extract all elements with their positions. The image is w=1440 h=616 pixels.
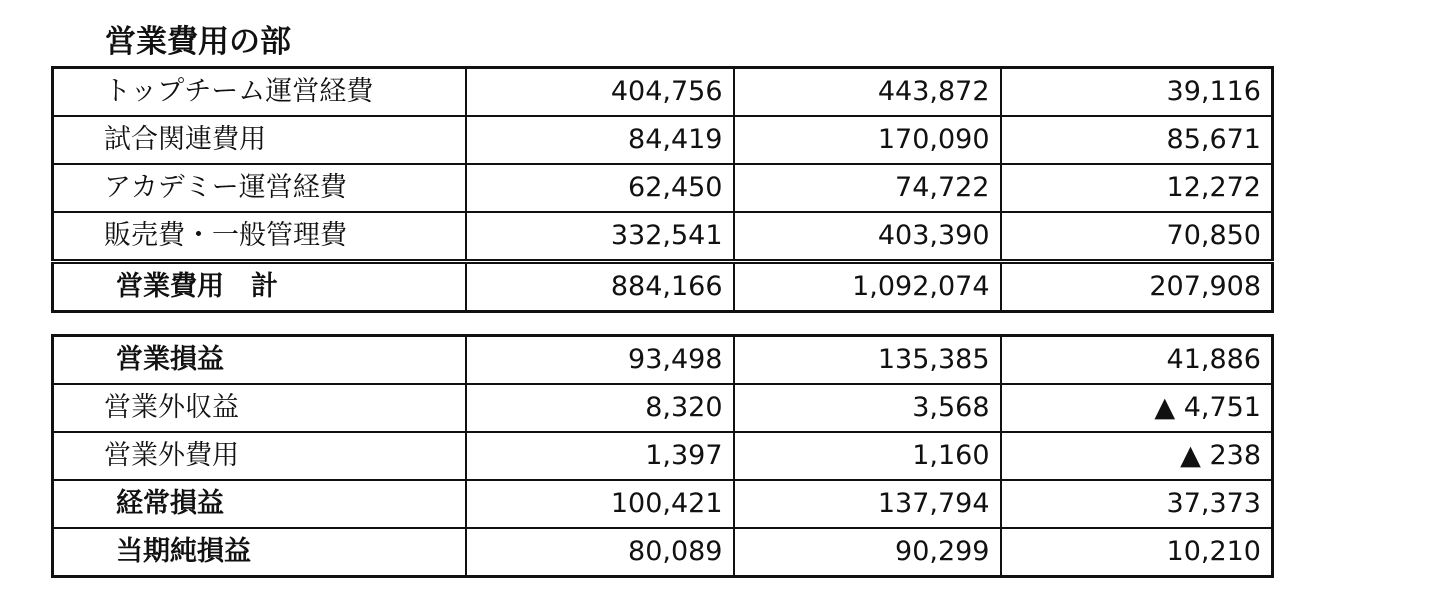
- value-cell: 93,498: [466, 336, 734, 385]
- total-value-cell: 207,908: [1001, 262, 1273, 312]
- value-cell: 70,850: [1001, 212, 1273, 262]
- value-cell: 170,090: [734, 116, 1001, 164]
- row-label: 営業外収益: [53, 384, 466, 432]
- value-cell: 84,419: [466, 116, 734, 164]
- value-cell: 41,886: [1001, 336, 1273, 385]
- value-cell: 39,116: [1001, 68, 1273, 117]
- value-cell: 80,089: [466, 528, 734, 577]
- value-cell: 8,320: [466, 384, 734, 432]
- value-cell: 403,390: [734, 212, 1001, 262]
- value-cell: 3,568: [734, 384, 1001, 432]
- total-row: [53, 262, 1273, 312]
- page-title: 営業費用の部: [105, 24, 291, 60]
- value-cell: 1,160: [734, 432, 1001, 480]
- income-summary-table: [51, 334, 1274, 578]
- value-cell: 443,872: [734, 68, 1001, 117]
- row-label: トップチーム運営経費: [53, 68, 466, 117]
- value-cell: 12,272: [1001, 164, 1273, 212]
- row-label: 営業外費用: [53, 432, 466, 480]
- table-row: [53, 164, 1273, 212]
- value-cell: 332,541: [466, 212, 734, 262]
- total-value-cell: 884,166: [466, 262, 734, 312]
- value-cell: 100,421: [466, 480, 734, 528]
- value-cell: 10,210: [1001, 528, 1273, 577]
- value-cell: 135,385: [734, 336, 1001, 385]
- value-cell: ▲ 238: [1001, 432, 1273, 480]
- table-row: [53, 116, 1273, 164]
- operating-expenses-table: [51, 66, 1274, 313]
- row-label: 経常損益: [53, 480, 466, 528]
- table-row: [53, 68, 1273, 117]
- row-label: 試合関連費用: [53, 116, 466, 164]
- value-cell: 62,450: [466, 164, 734, 212]
- value-cell: 37,373: [1001, 480, 1273, 528]
- table-row: [53, 336, 1273, 385]
- table-row: [53, 480, 1273, 528]
- table-row: [53, 528, 1273, 577]
- table-row: [53, 212, 1273, 262]
- value-cell: 90,299: [734, 528, 1001, 577]
- value-cell: ▲ 4,751: [1001, 384, 1273, 432]
- row-label: 販売費・一般管理費: [53, 212, 466, 262]
- value-cell: 85,671: [1001, 116, 1273, 164]
- table-row: [53, 432, 1273, 480]
- total-value-cell: 1,092,074: [734, 262, 1001, 312]
- row-label: アカデミー運営経費: [53, 164, 466, 212]
- value-cell: 137,794: [734, 480, 1001, 528]
- value-cell: 1,397: [466, 432, 734, 480]
- table-row: [53, 384, 1273, 432]
- total-label: 営業費用 計: [53, 262, 466, 312]
- value-cell: 74,722: [734, 164, 1001, 212]
- row-label: 営業損益: [53, 336, 466, 385]
- value-cell: 404,756: [466, 68, 734, 117]
- row-label: 当期純損益: [53, 528, 466, 577]
